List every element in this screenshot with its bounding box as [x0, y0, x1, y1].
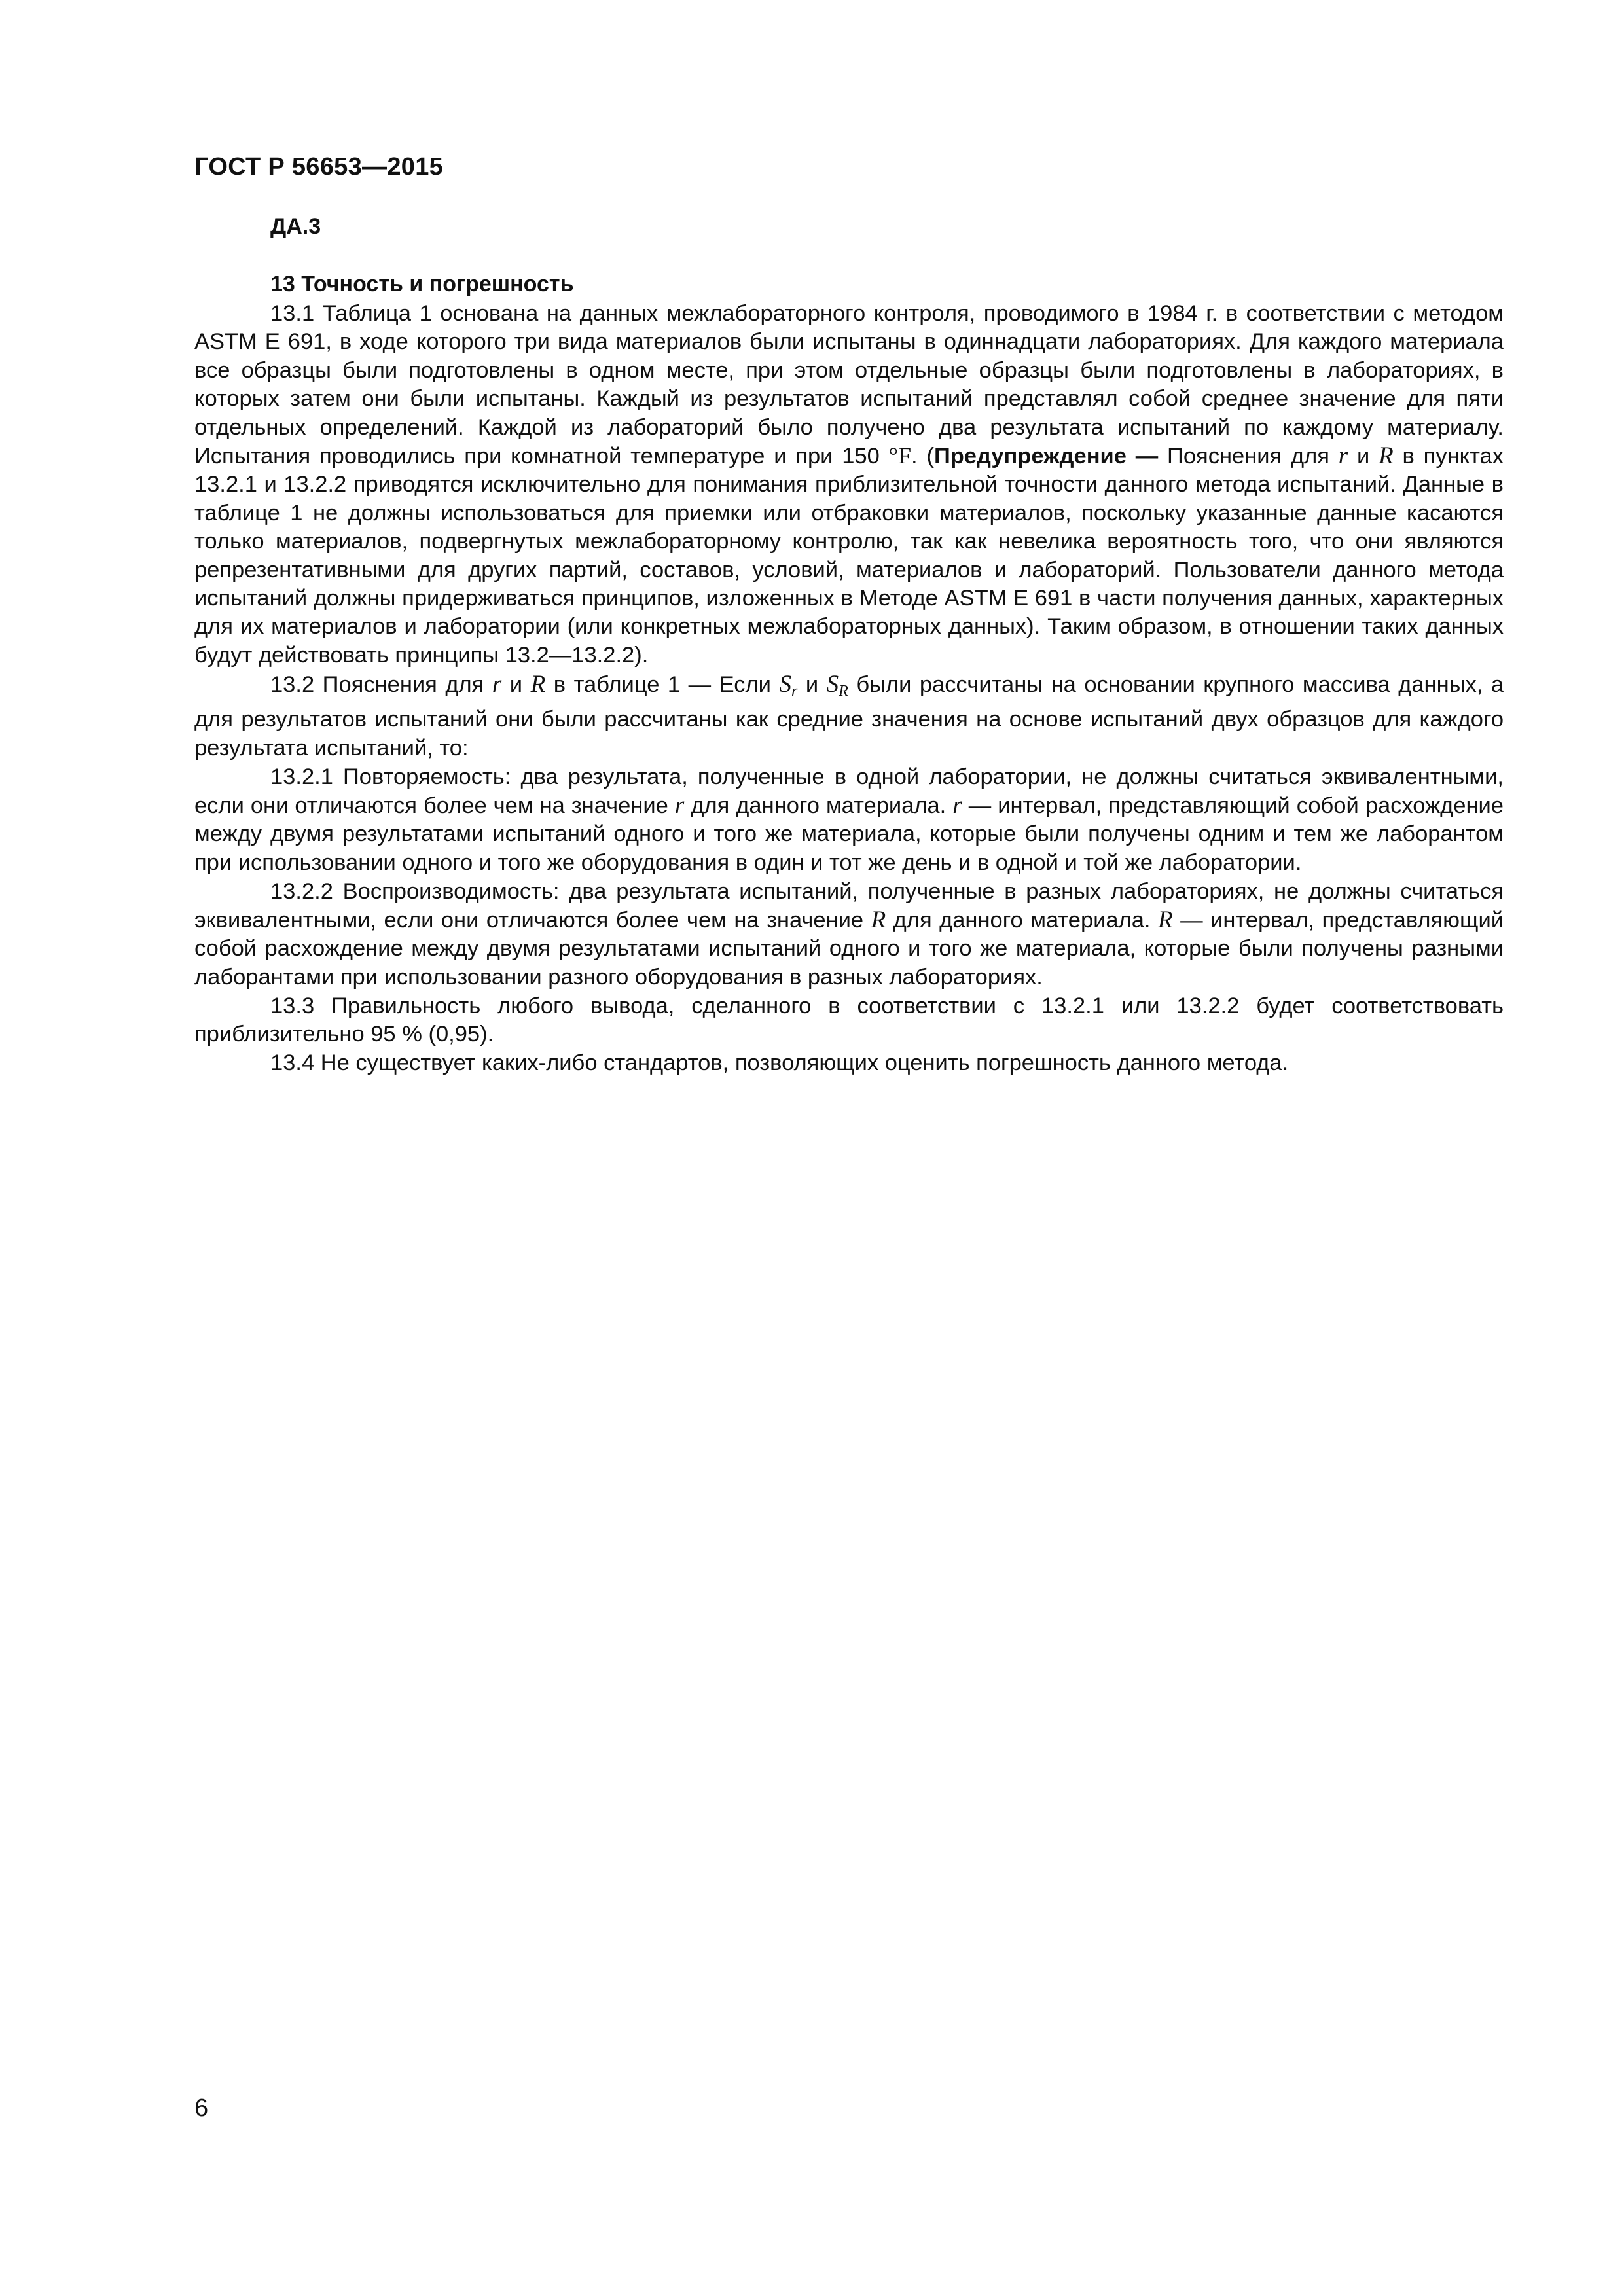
paragraph-13-4: 13.4 Не существует каких-либо стандартов, позволяющих оценить погрешность данного метода.: [270, 1050, 1289, 1076]
symbol-r: r: [492, 670, 502, 698]
symbol-r: r: [674, 791, 685, 819]
symbol-S: S: [779, 670, 791, 698]
paragraph-13-2: 13.2 Пояснения для r и R в таблице 1 — Если $S_r$ и $S_R$ были рассчитаны на основании крупного массива данных, а для результатов испытаний они были рассчитаны как средние значения на основе испытаний двух образцов для каждого результата испытаний, то:: [194, 670, 1504, 761]
document-code: ГОСТ Р 56653—2015: [194, 153, 444, 181]
paragraph-13-2-1: 13.2.1 Повторяемость: два результата, полученные в одной лаборатории, не должны считаться эквивалентными, если они отличаются более чем на значение r для данного материала. r — интервал, представляющий собой расхождение между двумя результатами испытаний одного и того же материала, которые были получены одним и тем же лаборантом при использовании одного и того же оборудования в один и тот же день и в одной и той же лаборатории.: [194, 764, 1504, 875]
subscript-R: R: [839, 682, 848, 700]
paragraph-13-2-2: 13.2.2 Воспроизводимость: два результата испытаний, полученные в разных лабораториях, не должны считаться эквивалентными, если они отличаются более чем на значение R для данного материала. R — интервал, представляющий собой расхождение между двумя результатами испытаний одного и того же материала, которые были получены разными лаборантами при использовании разного оборудования в разных лабораториях.: [194, 878, 1504, 990]
symbol-S: S: [826, 670, 839, 698]
unit-fahrenheit: °F: [888, 442, 912, 469]
symbol-r: r: [1338, 442, 1348, 470]
symbol-R: R: [1379, 442, 1394, 470]
warning-label: Предупреждение —: [933, 444, 1159, 469]
paragraph-13-3: 13.3 Правильность любого вывода, сделанного в соответствии с 13.2.1 или 13.2.2 будет соответствовать приблизительно 95 % (0,95).: [194, 993, 1504, 1047]
symbol-R: R: [530, 670, 546, 698]
annex-label: ДА.3: [270, 214, 321, 239]
section-title: 13 Точность и погрешность: [270, 272, 574, 296]
symbol-R: R: [871, 906, 886, 934]
subscript-r: r: [791, 682, 798, 700]
symbol-R: R: [1158, 906, 1173, 934]
paragraph-13-1: 13.1 Таблица 1 основана на данных межлабораторного контроля, проводимого в 1984 г. в соответствии с методом ASTM E 691, в ходе которого три вида материалов были испытаны в одиннадцати лабораториях. Для каждого материала все образцы были подготовлены в одном месте, при этом отдельные образцы были подготовлены в лабораториях, в которых затем они были испытаны. Каждый из результатов испытаний представлял собой среднее значение для пяти отдельных определений. Каждой из лабораторий было получено два результата испытаний по каждому материалу. Испытания проводились при комнатной температуре и при 150 °F. (Предупреждение — Пояснения для r и R в пунктах 13.2.1 и 13.2.2 приводятся исключительно для понимания приблизительной точности данного метода испытаний. Данные в таблице 1 не должны использоваться для приемки или отбраковки материалов, поскольку указанные данные касаются только материалов, подвергнутых межлабораторному контролю, так как невелика вероятность того, что они являются репрезентативными для других партий, составов, условий, материалов и лабораторий. Пользователи данного метода испытаний должны придерживаться принципов, изложенных в Методе ASTM E 691 в части получения данных, характерных для их материалов и лаборатории (или конкретных межлабораторных данных). Таким образом, в отношении таких данных будут действовать принципы 13.2—13.2.2).: [194, 301, 1504, 668]
body-text: [194, 300, 1504, 1077]
page-number: 6: [194, 2094, 209, 2122]
symbol-r: r: [952, 791, 962, 819]
